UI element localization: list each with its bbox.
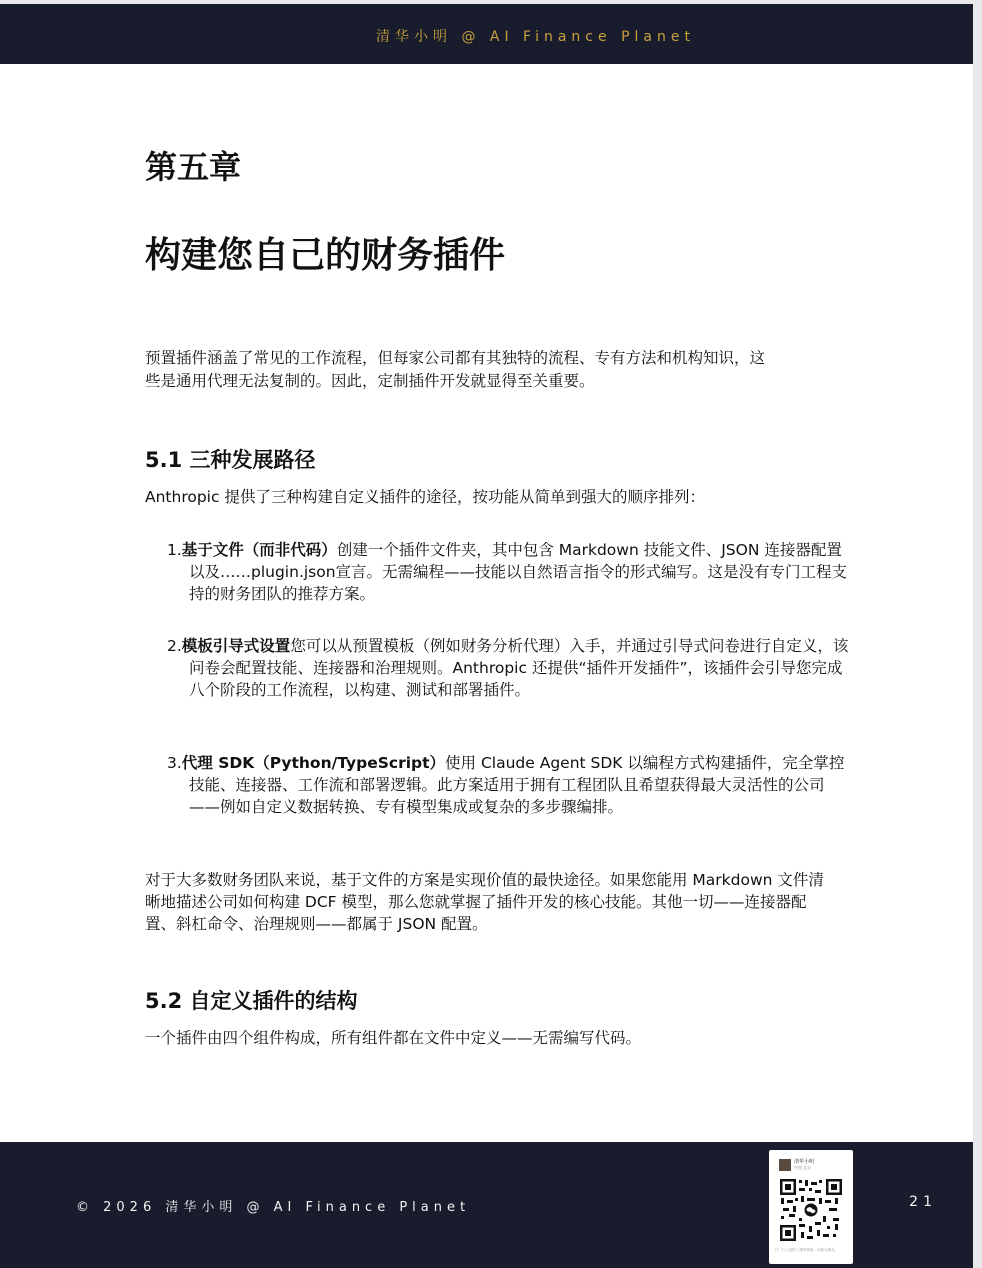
wechat-qr-card	[769, 1150, 853, 1264]
chapter-title: 构建您自己的财务插件	[145, 235, 506, 276]
section-conclusion-5-1: 对于大多数财务团队来说，基于文件的方案是实现价值的最快途径。如果您能用 Markdown 文件清晰地描述公司如何构建 DCF 模型，那么您就掌握了插件开发的核心技能。其他一切——连接器配置、斜杠命令、治理规则——都属于 JSON 配置。	[145, 871, 824, 933]
intro-line-2: 些是通用代理无法复制的。因此，定制插件开发就显得至关重要。	[145, 372, 595, 390]
chapter-label: 第五章	[145, 148, 242, 186]
list-item-number: 2.	[167, 637, 182, 655]
list-item	[167, 752, 851, 818]
list-item	[167, 539, 851, 605]
list-item-number: 1.	[167, 541, 182, 559]
qr-profile-subtitle: 中国 北京	[794, 1165, 812, 1170]
list-item-text: 使用 Claude Agent SDK 以编程方式构建插件，完全掌控技能、连接器、工作流和部署逻辑。此方案适用于拥有工程团队且希望获得最大灵活性的公司——例如自定义数据转换、专有模型集成或复杂的多步骤编排。	[189, 754, 845, 816]
section-heading-5-1: 5.1 三种发展路径	[145, 448, 316, 472]
qr-profile-name: 清华小明	[794, 1159, 815, 1165]
list-item-title: 代理 SDK（Python/TypeScript）	[181, 754, 446, 772]
list-item-title: 模板引导式设置	[181, 637, 291, 655]
header-title: 清华小明 @ AI Finance Planet	[376, 29, 695, 45]
footer-bar	[0, 1142, 973, 1268]
list-item-text: 您可以从预置模板（例如财务分析代理）入手，并通过引导式问卷进行自定义，该问卷会配置技能、连接器和治理规则。Anthropic 还提供“插件开发插件”，该插件会引导您完成八个阶段的工作流程，以构建、测试和部署插件。	[189, 637, 849, 699]
list-item-text: 创建一个插件文件夹，其中包含 Markdown 技能文件、JSON 连接器配置以及……plugin.json宣言。无需编程——技能以自然语言指令的形式编写。这是没有专门工程支持的财务团队的推荐方案。	[189, 541, 848, 603]
list-item	[167, 635, 851, 701]
qr-caption: 扫一扫上面的二维码图案，加我为朋友。	[775, 1248, 838, 1252]
list-item-number: 3.	[167, 754, 182, 772]
header-bar	[0, 4, 973, 64]
avatar	[779, 1159, 791, 1171]
footer-copyright: © 2026 清华小明 @ AI Finance Planet	[76, 1200, 471, 1215]
intro-line-1: 预置插件涵盖了常见的工作流程，但每家公司都有其独特的流程、专有方法和机构知识，这	[145, 349, 766, 367]
page-number: 21	[909, 1194, 937, 1210]
section-intro-5-1: Anthropic 提供了三种构建自定义插件的途径，按功能从简单到强大的顺序排列：	[145, 488, 705, 506]
section-heading-5-2: 5.2 自定义插件的结构	[145, 989, 358, 1013]
section-intro-5-2: 一个插件由四个组件构成，所有组件都在文件中定义——无需编写代码。	[145, 1029, 642, 1047]
document-page	[0, 4, 973, 1268]
qr-code-icon	[779, 1178, 843, 1242]
list-item-title: 基于文件（而非代码）	[181, 541, 337, 559]
